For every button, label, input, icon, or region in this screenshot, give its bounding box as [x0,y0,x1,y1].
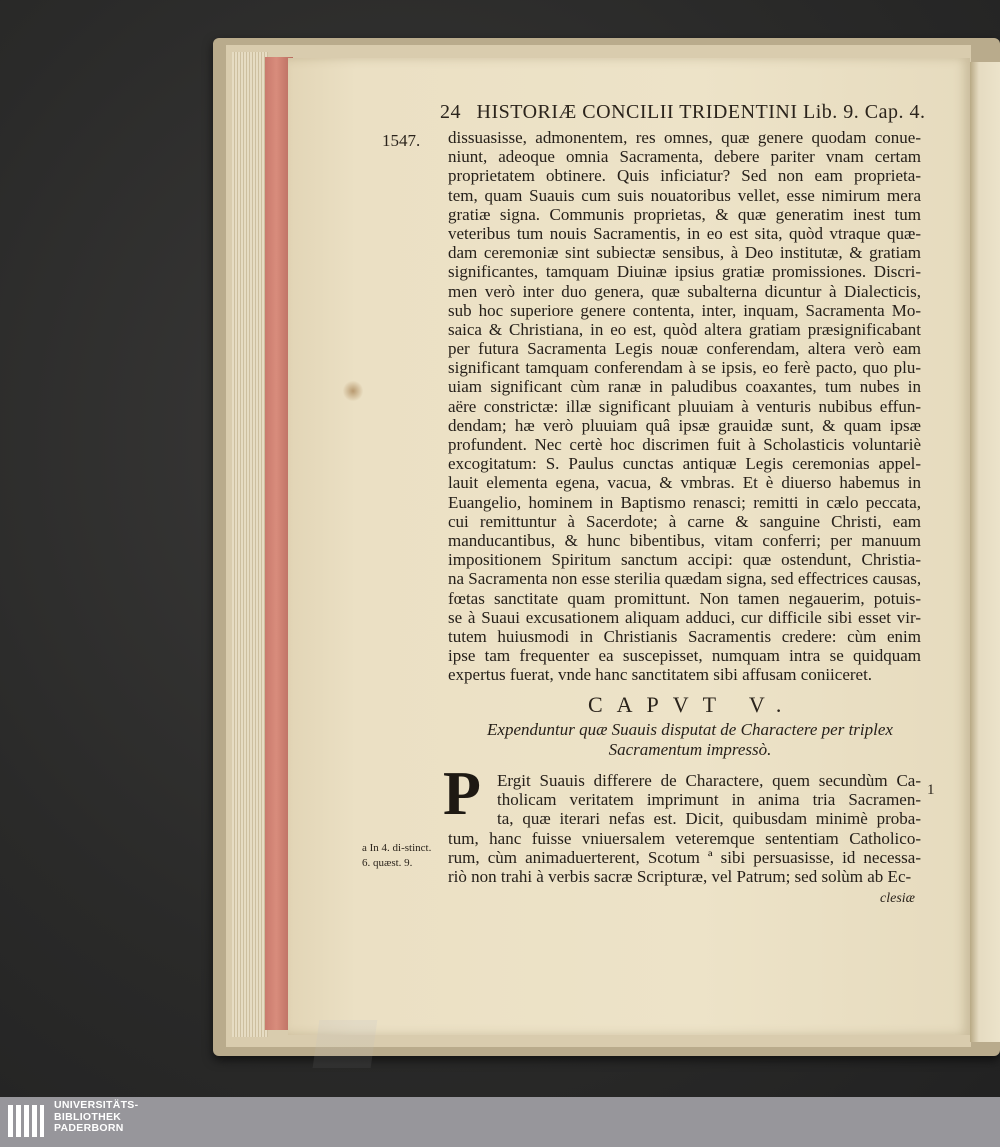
library-name-line: BIBLIOTHEK [54,1110,122,1123]
text-line: dam ceremoniæ sint subiectæ sensibus, à Deo institutæ, & gratiam [448,243,921,263]
chapter-heading: CAPVT V. [588,692,796,717]
drop-cap: P [443,760,481,828]
text-line: significant tamquam conferendam à se ipsis, eo ferè pacto, quo plu- [448,358,921,378]
text-line: lauit elementa egena, vacua, & vmbras. Et è diuerso habemus in [448,473,921,493]
text-line: tem, quam Suauis cum suis nouatoribus vellet, esse nimirum mera [448,185,921,205]
library-name-line: PADERBORN [54,1122,124,1134]
text-line: men verò inter duo genera, quæ subalterna dicuntur à Dialecticis, [448,281,921,301]
margin-year: 1547. [382,131,421,150]
section-text [448,771,921,886]
text-line: ipse tam frequenter ea suscepisset, numquam intra se quidquam [448,646,921,666]
text-line: niunt, adeoque omnia Sacramenta, debere pariter vnam certam [448,147,921,167]
chapter-subtitle: Expenduntur quæ Suauis disputat de Charactere per triplex Sacramentum impressò. [487,720,893,759]
text-line: ta, quæ iterari nefas est. Dicit, quibusdam minimè proba- [497,809,921,829]
text-line: gratiæ signa. Communis proprietas, & quæ generatim inest tum [448,204,921,224]
catchword: clesiæ [880,891,915,906]
margin-note: a In 4. di-stinct. 6. quæst. 9. [362,842,432,869]
text-line: Euangelio, hominem in Baptismo renasci; remitti in cælo peccata, [448,492,921,512]
text-line: rum, cùm animaduerterent, Scotum ª sibi persuasisse, id necessa- [448,847,921,867]
text-line: dendam; hæ verò pluuiam quâ ipsæ grauidæ sunt, & quam ipsæ [448,415,921,435]
text-line: significantes, tamquam Diuinæ ipsius gratiæ promissiones. Discri- [448,262,921,282]
footer-bar [0,1097,1000,1147]
text-line: excogitatum: S. Paulus cunctas antiquæ Legis ceremonias appel- [448,454,921,474]
text-line: saica & Christiana, in eo est, quòd altera gratiam præsignificabant [448,319,921,339]
text-line: tutem huiusmodi in Christianis Sacramentis credere: cùm enim [448,626,921,646]
text-line: na Sacramenta non esse sterilia quædam signa, sed effectrices causas, [448,569,922,589]
body-text [448,128,921,684]
text-line: cui remittuntur à Sacerdote; à carne & sanguine Christi, eam [448,511,921,531]
page-number: 24 [440,101,461,123]
page-clip [313,1020,378,1068]
text-line: profundent. Nec certè hoc discrimen fuit à Scholasticis voluntariè [448,435,921,454]
text-line: manducantibus, & hunc bibentibus, vitam conferri; per manuum [448,530,921,550]
text-line: sub hoc superiore genere contenta, inter, inquam, Sacramenta Mo- [448,300,921,320]
text-line: fœtas sanctitate quam promittunt. Non tamen negauerim, potuis- [448,588,921,608]
running-head [440,101,940,127]
library-logo-icon [6,1101,46,1141]
text-line: riò non trahi à verbis sacræ Scripturæ, vel Patrum; sed solùm ab Ec- [448,866,912,886]
text-line: Ergit Suauis differere de Charactere, quem secundùm Ca- [497,771,921,790]
text-line: expertus fuerat, vnde hanc sanctitatem sibi affusam coniiceret. [448,665,873,685]
page-edges [232,52,268,1037]
text-line: uiam significant cùm ranæ in paludibus coaxantes, tum nubes in [448,377,921,397]
text-line: tum, hanc fuisse vniuersalem veteremque sententiam Catholico- [448,828,921,848]
paper-stain [343,380,363,402]
text-line: se à Suaui excusationem aliquam adduci, cur difficile sibi esset vir- [448,607,921,627]
text-line: dissuasisse, admonentem, res omnes, quæ genere quodam conue- [448,128,921,147]
text-line: aëre constrictæ: illæ significant pluuiam à venturis nubibus effun- [448,396,921,416]
text-line: per futura Sacramenta Legis nouæ conferendam, altera verò eam [448,339,921,359]
facing-page-edge [970,62,1000,1042]
library-name-line: UNIVERSITÄTS- [54,1099,139,1111]
text-line: veteribus tum nouis Sacramentis, in eo est sita, quòd vtraque quæ- [448,223,921,243]
text-line: proprietatem obtinere. Quis inficiatur? Sed non eam proprieta- [448,166,921,186]
text-line: tholicam veritatem imprimunt in anima tria Sacramen- [497,790,921,810]
margin-section-number: 1 [927,782,935,798]
running-title: HISTORIÆ CONCILII TRIDENTINI Lib. 9. Cap. 4. [476,101,926,123]
text-line: impositionem Spiritum sanctum accipi: quæ ostendunt, Christia- [448,550,921,570]
library-name [54,1100,138,1135]
